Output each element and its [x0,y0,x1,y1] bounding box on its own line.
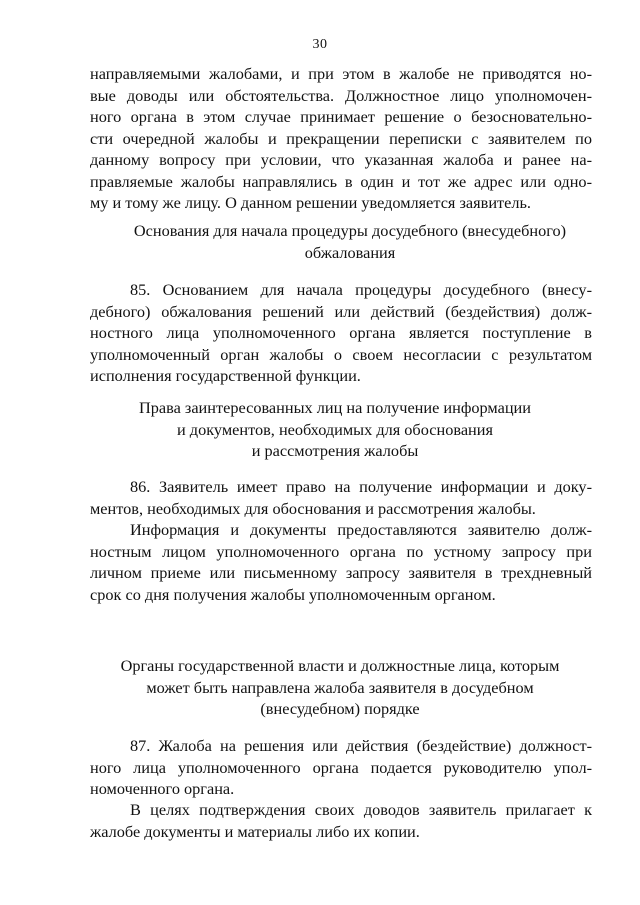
text-line: ного органа в этом случае принимает решение о безосновательно- [90,107,592,126]
heading-line: может быть направлена жалоба заявителя в досудебном [146,677,534,697]
text-line: правляемые жалобы направлялись в один и тот же адрес или одно- [90,171,592,191]
heading-line: Органы государственной власти и должностные лица, которым [120,656,560,675]
text-line: номоченного органа. [90,779,235,798]
heading-line: (внесудебном) порядке [260,699,420,718]
text-line: В целях подтверждения своих доводов заявитель прилагает к [130,800,592,819]
text-line: исполнения государственной функции. [90,366,361,385]
section-heading-authorities [40,655,640,720]
paragraph-86 [90,476,592,519]
text-line: 86. Заявитель имеет право на получение информации и доку- [130,477,592,496]
text-line: направляемыми жалобами, и при этом в жалобе не приводятся но- [90,64,592,83]
heading-line: Основания для начала процедуры досудебного (внесудебного) [133,221,567,240]
paragraph-87 [90,735,592,800]
text-line: ментов, необходимых для обоснования и рассмотрения жалобы. [90,498,536,518]
page-number: 30 [312,37,328,52]
text-line: ного лица уполномоченного органа подается руководителю упол- [90,757,592,777]
text-line: данному вопросу при условии, что указанная жалоба и ранее на- [90,150,592,169]
paragraph-87-continuation [90,799,592,842]
text-line: дебного) обжалования решений или действий (бездействия) долж- [90,301,592,321]
heading-line: обжалования [304,242,396,262]
text-line: му и тому же лицу. О данном решении уведомляется заявитель. [90,193,531,212]
text-line: ностным лицом уполномоченного органа по устному запросу при [90,541,592,561]
paragraph-86-continuation [90,519,592,605]
heading-line: и рассмотрения жалобы [251,441,419,460]
text-line: срок со дня получения жалобы уполномоченным органом. [90,584,496,604]
paragraph-85 [90,279,592,387]
text-line: Информация и документы предоставляются заявителю долж- [130,520,592,539]
text-line: личном приеме или письменному запросу заявителя в трехдневный [90,563,592,582]
heading-line: и документов, необходимых для обоснования [177,419,493,439]
text-line: жалобе документы и материалы либо их копии. [90,821,420,841]
section-heading-rights [30,397,640,462]
text-line: сти очередной жалобы и прекращении переписки с заявителем по [90,128,592,148]
text-line: вые доводы или обстоятельства. Должностное лицо уполномочен- [90,85,592,105]
text-line: 87. Жалоба на решения или действия (бездействие) должност- [130,736,592,755]
text-line: ностного лица уполномоченного органа является поступление в [90,323,592,342]
text-line: 85. Основанием для начала процедуры досудебного (внесу- [130,280,592,299]
text-line: уполномоченный орган жалобы о своем несогласии с результатом [90,344,592,364]
paragraph-intro [90,63,592,214]
section-heading-grounds [40,220,640,263]
heading-line: Права заинтересованных лиц на получение информации [139,398,531,417]
